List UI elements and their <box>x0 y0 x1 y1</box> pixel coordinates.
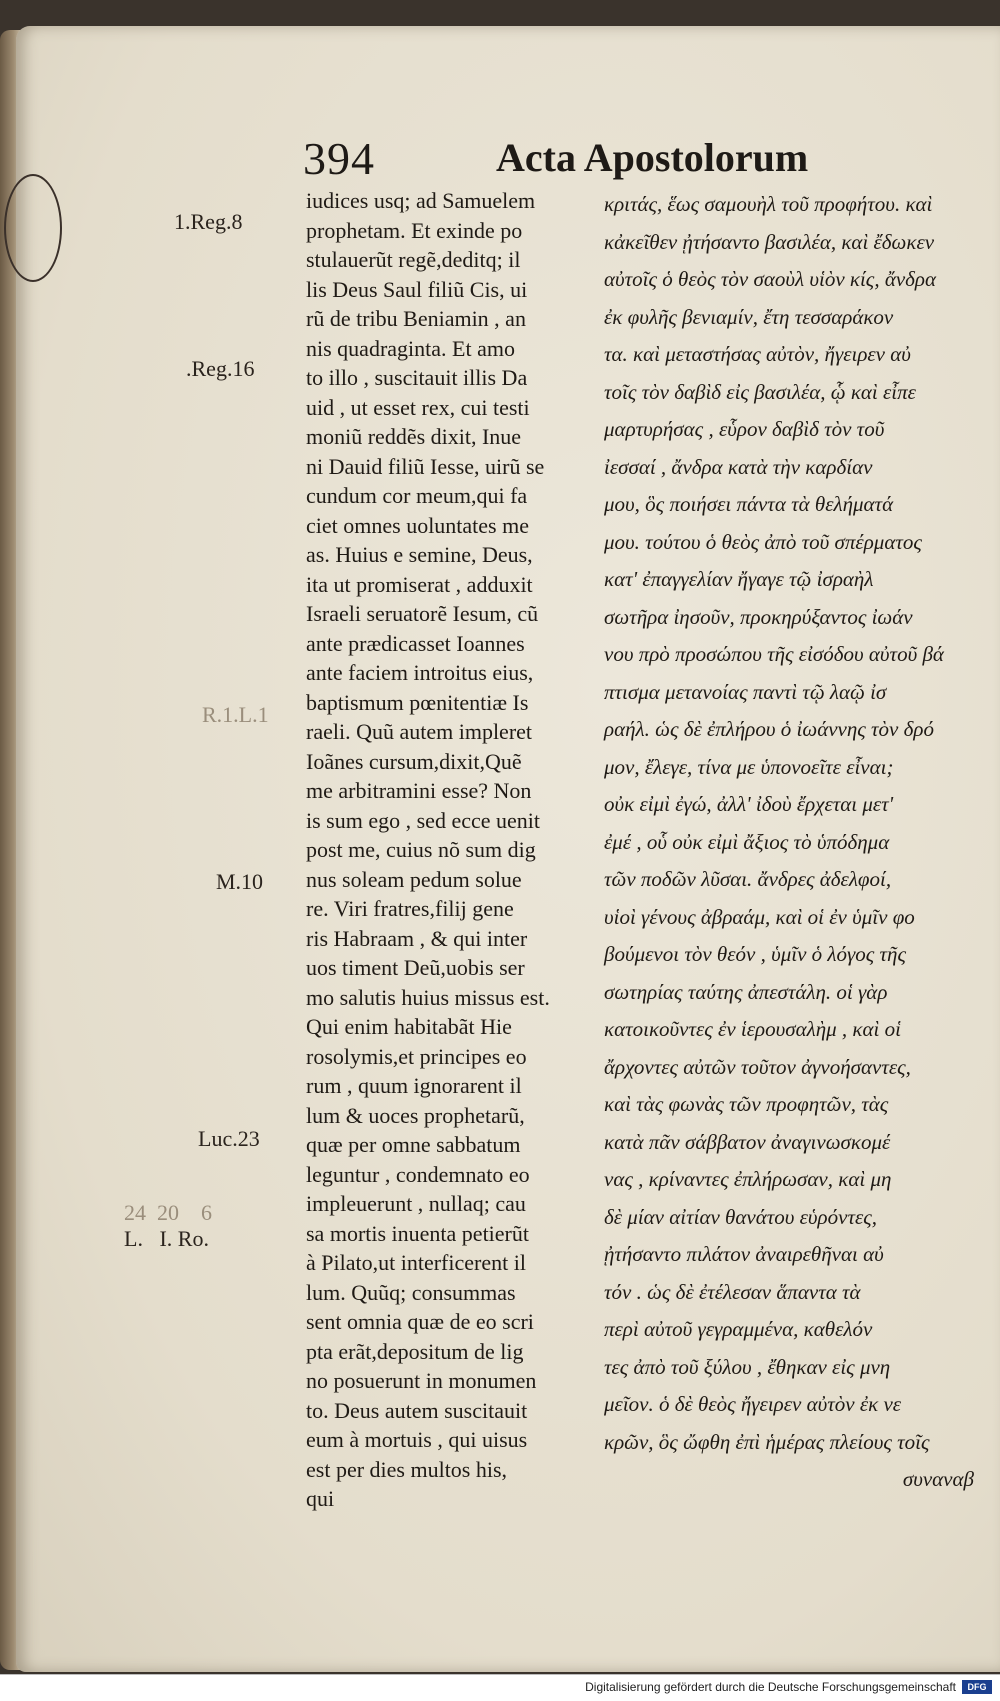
latin-text-line: rosolymis,et principes eo <box>306 1043 527 1069</box>
greek-text-line: τοῖς τὸν δαβὶδ εἰς βασιλέα, ᾧ καὶ εἶπε <box>604 379 916 404</box>
latin-text-line: pta erãt,depositum de lig <box>306 1338 524 1364</box>
latin-text-line: lum. Quũq; consummas <box>306 1279 516 1305</box>
greek-text-line: τες ἀπὸ τοῦ ξύλου , ἔθηκαν εἰς μνη <box>604 1354 891 1379</box>
latin-text-line: nus soleam pedum solue <box>306 866 522 892</box>
greek-text-line: αὐτοῖς ὁ θεὸς τὸν σαοὺλ υἱὸν κίς, ἄνδρα <box>604 267 937 291</box>
greek-text-line: μεῖον. ὁ δὲ θεὸς ἤγειρεν αὐτὸν ἐκ νε <box>604 1392 902 1416</box>
latin-text-line: rũ de tribu Beniamin , an <box>306 306 526 331</box>
greek-text-line: καὶ τὰς φωνὰς τῶν προφητῶν, τὰς <box>604 1092 889 1116</box>
latin-text-line: sa mortis inuenta petierũt <box>306 1220 529 1246</box>
latin-text-line: ita ut promiserat , adduxit <box>306 571 533 597</box>
latin-text-line: no posuerunt in monumen <box>306 1368 537 1393</box>
latin-text-line: ante prædicasset Ioannes <box>306 630 525 656</box>
latin-text-line: cundum cor meum,qui fa <box>306 483 528 508</box>
latin-text-line: prophetam. Et exinde po <box>306 217 523 243</box>
latin-text-line: qui <box>306 1486 335 1511</box>
greek-text-line: κατ' ἐπαγγελίαν ἤγαγε τῷ ἰσραὴλ <box>604 567 874 591</box>
latin-text-line: lum & uoces prophetarũ, <box>306 1102 525 1128</box>
margin-note: L. I. Ro. <box>124 1226 209 1251</box>
greek-text-line: οὐκ εἰμὶ ἐγώ, ἀλλ' ἰδοὺ ἔρχεται μετ' <box>604 792 894 816</box>
latin-text-line: post me, cuius nõ sum dig <box>306 837 536 862</box>
greek-text-line: κριτάς, ἕως σαμουὴλ τοῦ προφήτου. καὶ <box>604 192 933 216</box>
margin-note: M.10 <box>216 869 264 894</box>
latin-text-line: uos timent Deũ,uobis ser <box>306 955 525 980</box>
greek-text-line: υἱοὶ γένους ἀβραάμ, καὶ οἱ ἐν ὑμῖν φο <box>604 904 915 929</box>
margin-note: .Reg.16 <box>186 356 255 381</box>
footer-band <box>0 1674 1000 1701</box>
latin-text-line: rum , quum ignorarent il <box>306 1073 522 1098</box>
margin-note: 24 20 6 <box>124 1200 212 1225</box>
greek-text-line: ἐκ φυλῆς βενιαμίν, ἔτη τεσσαράκον <box>604 304 894 329</box>
latin-text-line: mo salutis huius missus est. <box>306 984 550 1010</box>
greek-text-line: ᾐτήσαντο πιλάτον ἀναιρεθῆναι αὐ <box>604 1242 884 1266</box>
greek-text-line: ραήλ. ὡς δὲ ἐπλήρου ὁ ἰωάννης τὸν δρό <box>604 717 934 741</box>
latin-text-line: is sum ego , sed ecce uenit <box>306 807 540 833</box>
latin-text-line: nis quadraginta. Et amo <box>306 335 515 361</box>
latin-text-line: à Pilato,ut interficerent il <box>306 1250 526 1275</box>
greek-text-line: ἰεσσαί , ἄνδρα κατὰ τὴν καρδίαν <box>604 454 873 479</box>
latin-text-line: impleuerunt , nullaq; cau <box>306 1191 526 1216</box>
latin-text-line: eum à mortuis , qui uisus <box>306 1427 528 1452</box>
latin-text-line: to. Deus autem suscitauit <box>306 1397 528 1423</box>
greek-text-line: μου, ὃς ποιήσει πάντα τὰ θελήματά <box>604 492 894 516</box>
greek-text-line: κἀκεῖθεν ᾐτήσαντο βασιλέα, καὶ ἔδωκεν <box>604 229 935 254</box>
latin-text-line: leguntur , condemnato eo <box>306 1161 530 1187</box>
greek-text-line: σωτῆρα ἰησοῦν, προκηρύξαντος ἰωάν <box>604 604 913 629</box>
latin-text-line: Israeli seruatorẽ Iesum, cũ <box>306 601 539 626</box>
latin-text-line: ciet omnes uoluntates me <box>306 512 529 538</box>
latin-text-line: stulauerũt regẽ,deditq; il <box>306 247 521 272</box>
footer-credit: Digitalisierung gefördert durch die Deutsche Forschungsgemeinschaft <box>585 1680 956 1694</box>
latin-text-line: iudices usq; ad Samuelem <box>306 188 536 213</box>
book-page <box>16 26 1000 1672</box>
margin-note: R.1.L.1 <box>202 702 269 727</box>
margin-note: Luc.23 <box>198 1126 260 1151</box>
latin-text-line: quæ per omne sabbatum <box>306 1132 521 1157</box>
margin-note: 1.Reg.8 <box>174 209 243 234</box>
latin-text-line: me arbitramini esse? Non <box>306 778 532 803</box>
greek-column <box>604 186 1000 1499</box>
latin-column <box>306 186 596 1514</box>
latin-text-line: Qui enim habitabãt Hie <box>306 1014 512 1039</box>
latin-text-line: to illo , suscitauit illis Da <box>306 365 528 390</box>
greek-text-line: νου πρὸ προσώπου τῆς εἰσόδου αὐτοῦ βά <box>604 642 944 666</box>
greek-text-line: μον, ἔλεγε, τίνα με ὑπονοεῖτε εἶναι; <box>604 754 894 779</box>
greek-text-line: νας , κρίναντες ἐπλήρωσαν, καὶ μη <box>604 1167 892 1191</box>
greek-text-line: κατοικοῦντες ἐν ἱερουσαλὴμ , καὶ οἱ <box>604 1017 901 1041</box>
latin-text-line: sent omnia quæ de eo scri <box>306 1309 534 1334</box>
latin-text-line: lis Deus Saul filiũ Cis, ui <box>306 276 528 302</box>
greek-text-line: κρῶν, ὃς ὤφθη ἐπὶ ἡμέρας πλείους τοῖς <box>604 1429 930 1454</box>
greek-text-line: τόν . ὡς δὲ ἐτέλεσαν ἅπαντα τὰ <box>604 1279 861 1304</box>
running-title: Acta Apostolorum <box>496 135 809 180</box>
greek-text-line: δὲ μίαν αἰτίαν θανάτου εὑρόντες, <box>604 1204 878 1229</box>
greek-text-line: συναναβ <box>902 1467 974 1491</box>
latin-text-line: Ioãnes cursum,dixit,Quẽ <box>306 748 522 774</box>
latin-text-line: ni Dauid filiũ Iesse, uirũ se <box>306 453 545 479</box>
latin-text-line: raeli. Quũ autem impleret <box>306 719 533 744</box>
latin-text-line: uid , ut esset rex, cui testi <box>306 394 530 420</box>
greek-text-line: ἐμέ , οὗ οὐκ εἰμὶ ἄξιος τὸ ὑπόδημα <box>604 829 890 854</box>
greek-text-line: περὶ αὐτοῦ γεγραμμένα, καθελόν <box>604 1317 873 1341</box>
circle-mark <box>4 174 62 282</box>
latin-text-line: baptismum pœnitentiæ Is <box>306 689 529 715</box>
greek-text-line: βούμενοι τὸν θεόν , ὑμῖν ὁ λόγος τῆς <box>604 942 906 966</box>
greek-text-line: τα. καὶ μεταστήσας αὐτὸν, ἤγειρεν αὐ <box>604 342 911 366</box>
latin-text-line: est per dies multos his, <box>306 1456 508 1482</box>
greek-text-line: τῶν ποδῶν λῦσαι. ἄνδρες ἀδελφοί, <box>604 867 892 891</box>
latin-text-line: as. Huius e semine, Deus, <box>306 542 533 567</box>
greek-text-line: ἄρχοντες αὐτῶν τοῦτον ἀγνοήσαντες, <box>604 1054 911 1079</box>
latin-text-line: moniũ reddẽs dixit, Inue <box>306 424 522 449</box>
latin-text-line: re. Viri fratres,filij gene <box>306 896 514 921</box>
latin-text-line: ris Habraam , & qui inter <box>306 925 528 951</box>
page-number: 394 <box>303 133 375 184</box>
greek-text-line: μαρτυρήσας , εὗρον δαβὶδ τὸν τοῦ <box>604 417 885 441</box>
greek-text-line: σωτηρίας ταύτης ἀπεστάλη. οἱ γὰρ <box>604 979 888 1004</box>
dfg-logo: DFG <box>962 1680 992 1694</box>
greek-text-line: πτισμα μετανοίας παντὶ τῷ λαῷ ἰσ <box>604 679 887 704</box>
greek-text-line: κατὰ πᾶν σάββατον ἀναγινωσκομέ <box>604 1129 891 1154</box>
greek-text-line: μου. τούτου ὁ θεὸς ἀπὸ τοῦ σπέρματος <box>604 529 922 554</box>
latin-text-line: ante faciem introitus eius, <box>306 660 534 685</box>
